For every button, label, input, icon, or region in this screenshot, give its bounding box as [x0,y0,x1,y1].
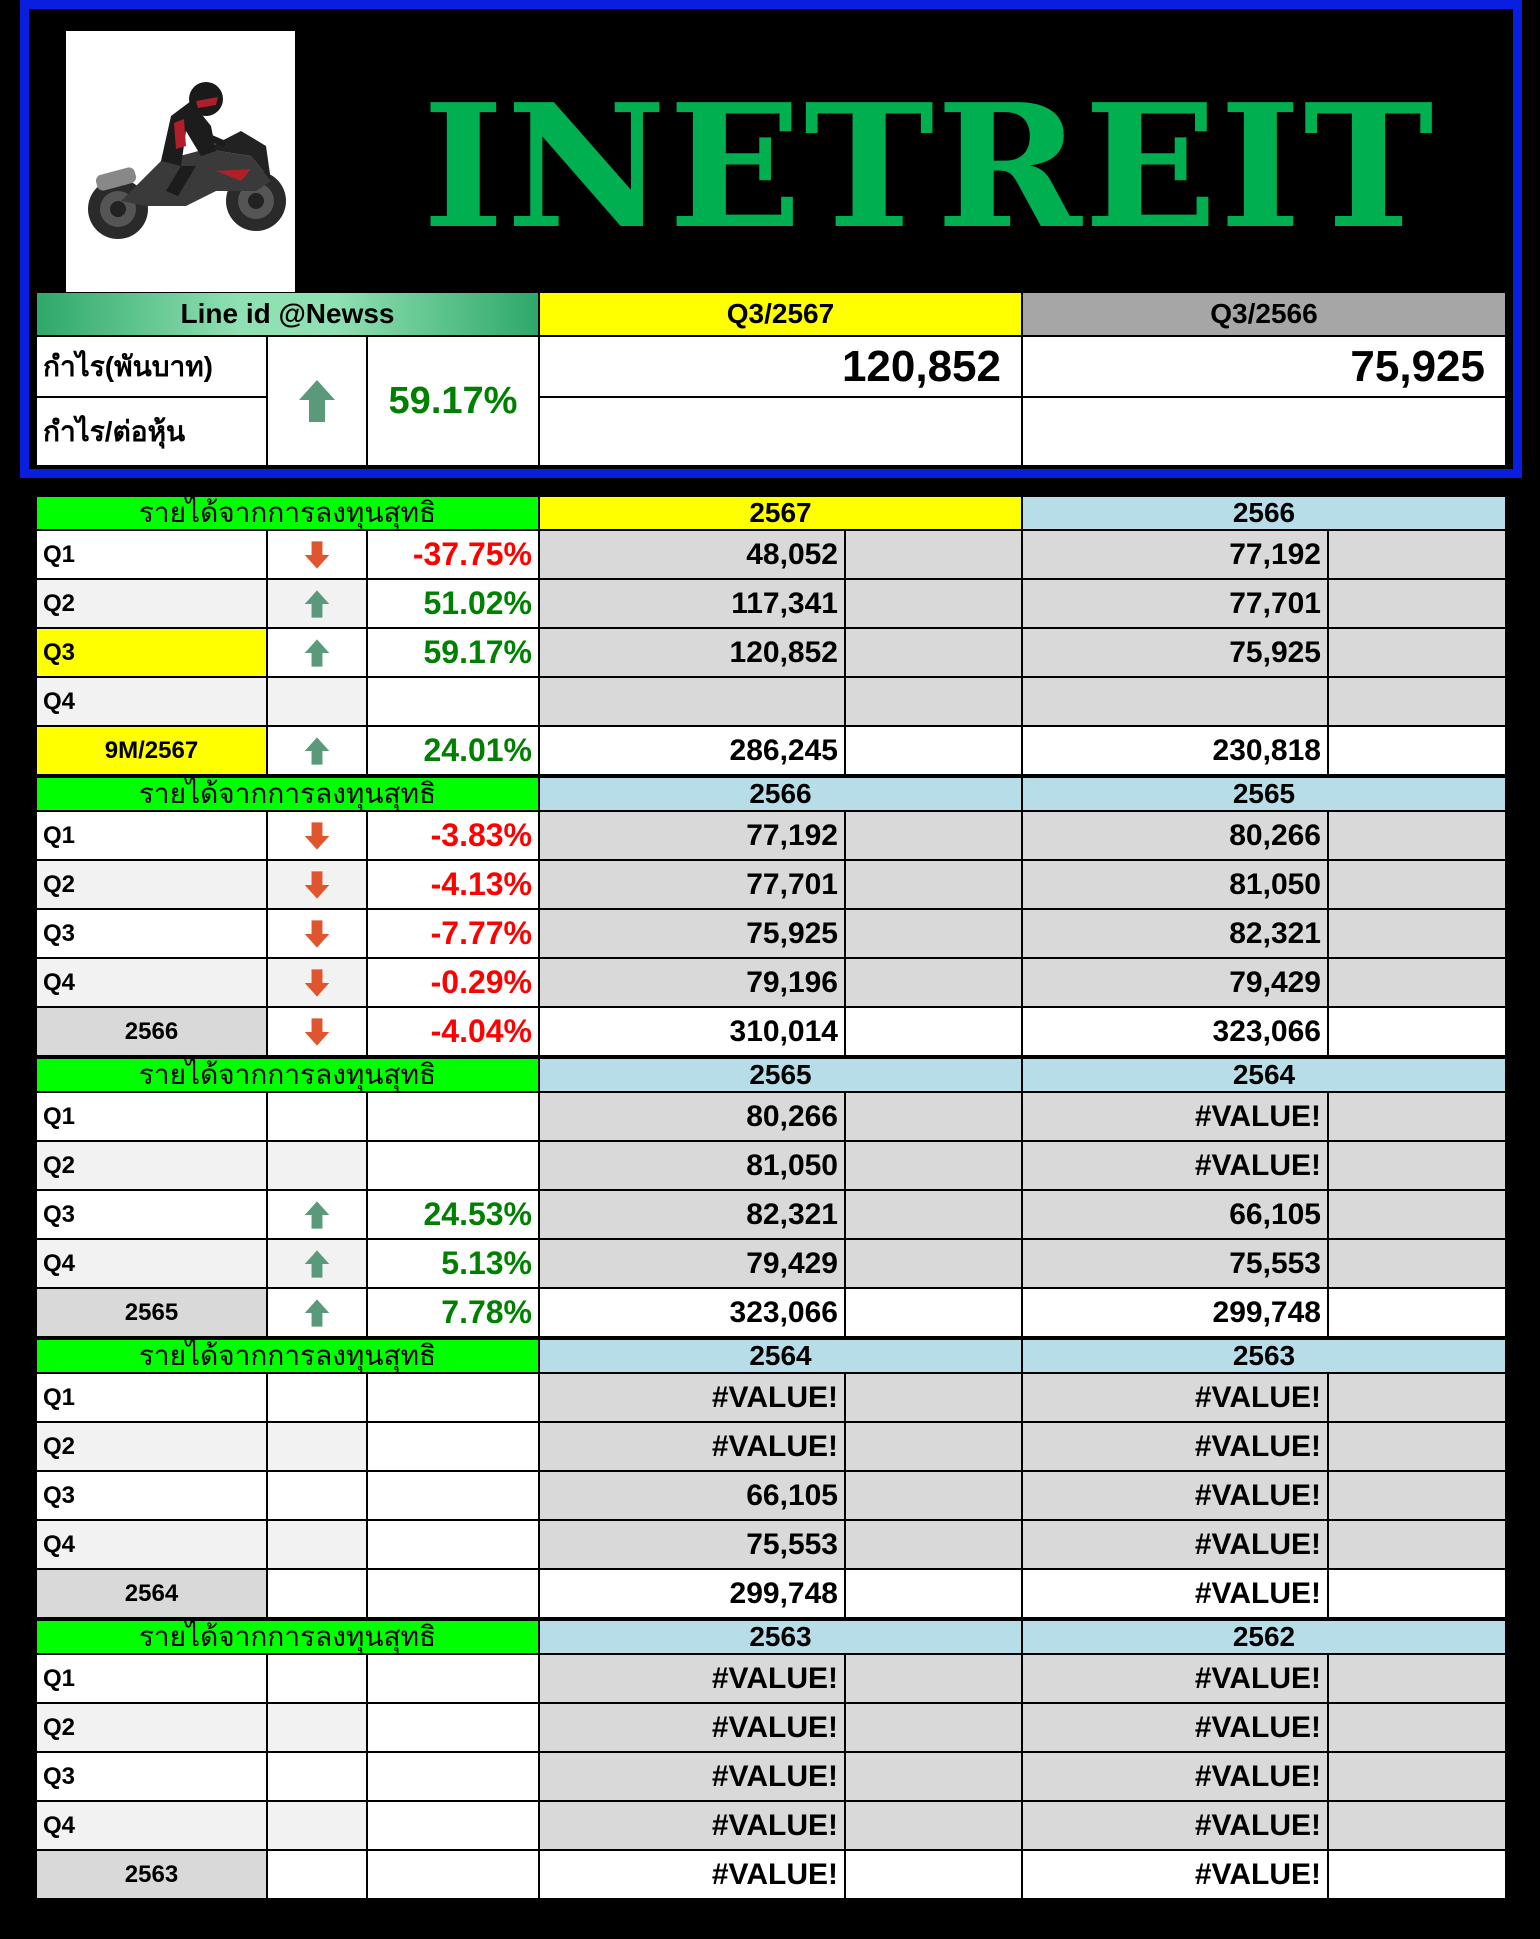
value-year-a: 120,852 [539,628,845,677]
spacer-cell [845,1850,1022,1899]
profit-label: กำไร(พันบาท) [36,336,267,397]
spacer-cell [1328,1850,1506,1899]
spacer-cell [845,1190,1022,1239]
change-pct: 5.13% [367,1239,539,1288]
quarter-label: Q3 [36,1190,267,1239]
total-label: 2563 [36,1850,267,1899]
up-arrow-icon [267,1288,367,1337]
summary-up-arrow-icon [267,336,367,466]
summary-col1-header: Q3/2567 [539,292,1022,336]
spacer-cell [845,1471,1022,1520]
quarter-label: Q2 [36,860,267,909]
spacer-cell [1328,1190,1506,1239]
up-arrow-icon [267,1190,367,1239]
value-year-a: 75,553 [539,1520,845,1569]
value-year-a: 77,192 [539,811,845,860]
spacer-cell [845,628,1022,677]
down-arrow-icon [267,958,367,1007]
quarter-label: Q4 [36,1520,267,1569]
spacer-cell [1328,1373,1506,1422]
value-year-b: #VALUE! [1022,1422,1328,1471]
quarter-label: Q1 [36,1654,267,1703]
up-arrow-icon [267,579,367,628]
value-year-a: #VALUE! [539,1801,845,1850]
arrow-cell [267,1850,367,1899]
value-year-b: 75,553 [1022,1239,1328,1288]
quarter-label: Q3 [36,909,267,958]
section-header: รายได้จากการลงทุนสุทธิ [36,777,539,811]
value-year-b [1022,677,1328,726]
change-pct: -3.83% [367,811,539,860]
value-year-b: #VALUE! [1022,1520,1328,1569]
change-pct: 7.78% [367,1288,539,1337]
value-year-b: #VALUE! [1022,1850,1328,1899]
motorcycle-logo [66,31,295,298]
value-year-b: #VALUE! [1022,1373,1328,1422]
total-label: 2566 [36,1007,267,1056]
quarter-label: Q2 [36,579,267,628]
spacer-cell [1328,860,1506,909]
spacer-cell [1328,628,1506,677]
quarter-label: Q2 [36,1422,267,1471]
value-year-a: #VALUE! [539,1422,845,1471]
value-year-a: #VALUE! [539,1654,845,1703]
spacer-cell [845,1752,1022,1801]
change-pct [367,1703,539,1752]
change-pct: -4.04% [367,1007,539,1056]
quarter-label: Q3 [36,1752,267,1801]
section-header: รายได้จากการลงทุนสุทธิ [36,1058,539,1092]
arrow-cell [267,1520,367,1569]
stock-title: INETREIT [422,67,1436,267]
change-pct: -37.75% [367,530,539,579]
value-year-a: 48,052 [539,530,845,579]
summary-col2-header: Q3/2566 [1022,292,1506,336]
down-arrow-icon [267,909,367,958]
value-year-b: 77,192 [1022,530,1328,579]
value-year-a: 75,925 [539,909,845,958]
quarter-label: Q3 [36,628,267,677]
section-header: รายได้จากการลงทุนสุทธิ [36,496,539,530]
section-year-a: 2567 [539,496,1022,530]
arrow-cell [267,1422,367,1471]
spacer-cell [845,1007,1022,1056]
spacer-cell [1328,530,1506,579]
change-pct: 24.53% [367,1190,539,1239]
spacer-cell [845,579,1022,628]
quarter-label: Q1 [36,530,267,579]
value-year-a: 80,266 [539,1092,845,1141]
spacer-cell [1328,579,1506,628]
spacer-cell [1328,811,1506,860]
down-arrow-icon [267,811,367,860]
value-year-b: 323,066 [1022,1007,1328,1056]
quarter-label: Q1 [36,1373,267,1422]
change-pct [367,1654,539,1703]
spacer-cell [1328,1471,1506,1520]
value-year-a: 79,429 [539,1239,845,1288]
arrow-cell [267,1569,367,1618]
spacer-cell [845,1373,1022,1422]
eps-previous [1022,397,1506,466]
value-year-b: 82,321 [1022,909,1328,958]
spacer-cell [1328,1801,1506,1850]
spacer-cell [1328,958,1506,1007]
quarter-label: Q4 [36,1801,267,1850]
value-year-a: #VALUE! [539,1752,845,1801]
value-year-b: #VALUE! [1022,1471,1328,1520]
up-arrow-icon [267,726,367,775]
change-pct [367,1422,539,1471]
value-year-b: 81,050 [1022,860,1328,909]
value-year-b: 77,701 [1022,579,1328,628]
value-year-a: 82,321 [539,1190,845,1239]
change-pct: -0.29% [367,958,539,1007]
quarter-label: Q4 [36,677,267,726]
section-year-a: 2566 [539,777,1022,811]
spacer-cell [845,860,1022,909]
arrow-cell [267,1703,367,1752]
change-pct: 51.02% [367,579,539,628]
change-pct [367,1092,539,1141]
spacer-cell [845,726,1022,775]
value-year-b: 230,818 [1022,726,1328,775]
section-header: รายได้จากการลงทุนสุทธิ [36,1339,539,1373]
spacer-cell [1328,1520,1506,1569]
spacer-cell [1328,1239,1506,1288]
spacer-cell [1328,1703,1506,1752]
line-id-label: Line id @Newss [36,292,539,336]
spacer-cell [1328,1288,1506,1337]
value-year-b: #VALUE! [1022,1141,1328,1190]
down-arrow-icon [267,530,367,579]
spacer-cell [845,1239,1022,1288]
value-year-a: 310,014 [539,1007,845,1056]
spacer-cell [845,530,1022,579]
section-year-b: 2562 [1022,1620,1506,1654]
quarter-label: Q1 [36,811,267,860]
up-arrow-icon [267,1239,367,1288]
motorcycle-rider-icon [66,31,295,298]
profit-previous: 75,925 [1022,336,1506,397]
value-year-a: 323,066 [539,1288,845,1337]
value-year-a: #VALUE! [539,1703,845,1752]
section-year-b: 2565 [1022,777,1506,811]
arrow-cell [267,1141,367,1190]
arrow-cell [267,1471,367,1520]
value-year-b: #VALUE! [1022,1092,1328,1141]
spacer-cell [845,1801,1022,1850]
spacer-cell [845,811,1022,860]
value-year-a [539,677,845,726]
value-year-a: 299,748 [539,1569,845,1618]
spacer-cell [845,677,1022,726]
spacer-cell [845,1569,1022,1618]
value-year-a: #VALUE! [539,1373,845,1422]
down-arrow-icon [267,860,367,909]
spacer-cell [1328,677,1506,726]
value-year-b: #VALUE! [1022,1752,1328,1801]
spacer-cell [845,1654,1022,1703]
eps-current [539,397,1022,466]
change-pct [367,1520,539,1569]
section-header: รายได้จากการลงทุนสุทธิ [36,1620,539,1654]
quarter-label: Q4 [36,1239,267,1288]
quarter-label: Q2 [36,1141,267,1190]
up-arrow-icon [267,628,367,677]
spacer-cell [1328,1007,1506,1056]
spacer-cell [845,909,1022,958]
value-year-b: 79,429 [1022,958,1328,1007]
arrow-cell [267,1801,367,1850]
value-year-a: 286,245 [539,726,845,775]
eps-label: กำไร/ต่อหุ้น [36,397,267,466]
spacer-cell [845,1520,1022,1569]
value-year-a: 117,341 [539,579,845,628]
summary-change-pct: 59.17% [367,336,539,466]
quarter-label: Q1 [36,1092,267,1141]
value-year-a: 81,050 [539,1141,845,1190]
value-year-b: #VALUE! [1022,1654,1328,1703]
change-pct [367,1850,539,1899]
total-label: 2565 [36,1288,267,1337]
spacer-cell [1328,1422,1506,1471]
value-year-a: #VALUE! [539,1850,845,1899]
change-pct [367,1471,539,1520]
spacer-cell [845,1703,1022,1752]
arrow-cell [267,1654,367,1703]
section-year-a: 2564 [539,1339,1022,1373]
section-year-a: 2565 [539,1058,1022,1092]
change-pct: 24.01% [367,726,539,775]
change-pct [367,1373,539,1422]
change-pct [367,677,539,726]
quarter-label: Q4 [36,958,267,1007]
spacer-cell [1328,1654,1506,1703]
arrow-cell [267,1373,367,1422]
section-year-b: 2564 [1022,1058,1506,1092]
total-label: 2564 [36,1569,267,1618]
spacer-cell [1328,1569,1506,1618]
value-year-a: 66,105 [539,1471,845,1520]
spacer-cell [845,958,1022,1007]
arrow-cell [267,1752,367,1801]
total-label: 9M/2567 [36,726,267,775]
spacer-cell [845,1422,1022,1471]
spacer-cell [1328,1141,1506,1190]
value-year-b: #VALUE! [1022,1569,1328,1618]
section-year-b: 2563 [1022,1339,1506,1373]
quarter-label: Q2 [36,1703,267,1752]
value-year-b: 80,266 [1022,811,1328,860]
down-arrow-icon [267,1007,367,1056]
spacer-cell [1328,1092,1506,1141]
spacer-cell [845,1141,1022,1190]
spacer-cell [845,1092,1022,1141]
value-year-b: #VALUE! [1022,1801,1328,1850]
change-pct [367,1752,539,1801]
arrow-cell [267,677,367,726]
section-year-b: 2566 [1022,496,1506,530]
value-year-b: #VALUE! [1022,1703,1328,1752]
quarter-label: Q3 [36,1471,267,1520]
value-year-a: 79,196 [539,958,845,1007]
spacer-cell [1328,1752,1506,1801]
change-pct [367,1801,539,1850]
value-year-b: 299,748 [1022,1288,1328,1337]
value-year-b: 75,925 [1022,628,1328,677]
change-pct [367,1141,539,1190]
change-pct [367,1569,539,1618]
profit-current: 120,852 [539,336,1022,397]
arrow-cell [267,1092,367,1141]
change-pct: 59.17% [367,628,539,677]
change-pct: -4.13% [367,860,539,909]
change-pct: -7.77% [367,909,539,958]
section-year-a: 2563 [539,1620,1022,1654]
spacer-cell [1328,909,1506,958]
spacer-cell [845,1288,1022,1337]
value-year-b: 66,105 [1022,1190,1328,1239]
value-year-a: 77,701 [539,860,845,909]
spacer-cell [1328,726,1506,775]
